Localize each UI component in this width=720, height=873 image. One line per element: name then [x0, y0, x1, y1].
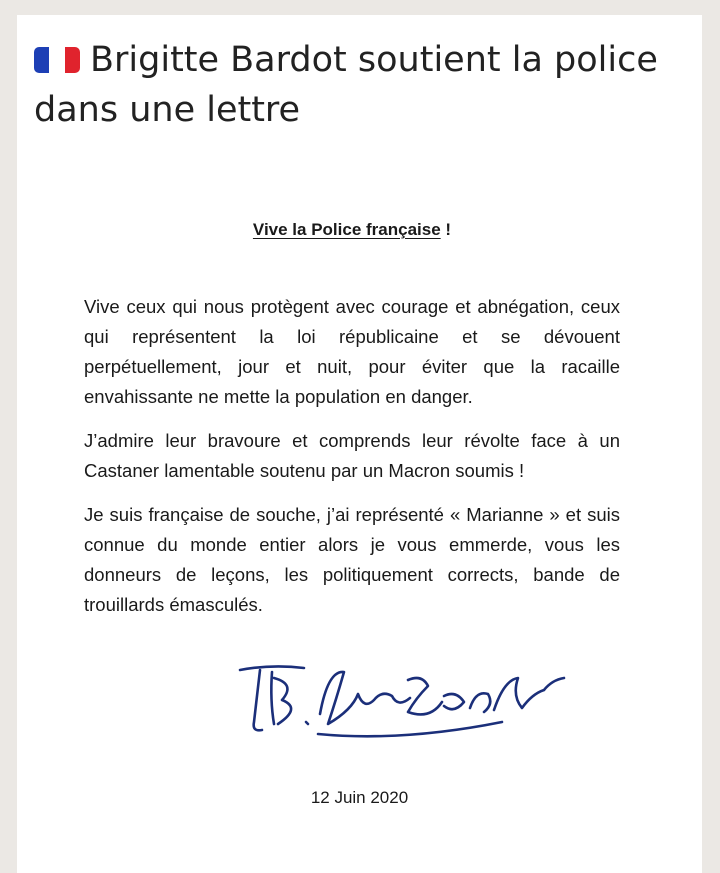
letter-paragraph-2: J’admire leur bravoure et comprends leur révolte face à un Castaner lamentable soutenu par un Macron soumis ! [84, 430, 620, 481]
french-flag-icon [34, 47, 80, 73]
post-headline [34, 35, 689, 135]
flag-stripe-white [49, 47, 64, 73]
letter-body [84, 220, 620, 634]
headline-text: Brigitte Bardot soutient la police dans une lettre [34, 40, 658, 130]
flag-stripe-blue [34, 47, 49, 73]
letter-title-text: Vive la Police française [252, 220, 441, 239]
letter-paragraph-3: Je suis française de souche, j’ai représenté « Marianne » et suis connue du monde entier alors je vous emmerde, vous les donneurs de leçons, les politiquement corrects, bande de trouillards émasculés. [84, 504, 620, 615]
letter-title-suffix: ! [440, 220, 452, 239]
letter-date: 12 Juin 2020 [310, 788, 409, 807]
letter-title [84, 220, 620, 240]
flag-stripe-red [65, 47, 80, 73]
handwritten-signature [232, 650, 577, 750]
letter-paragraph-1: Vive ceux qui nous protègent avec courage et abnégation, ceux qui représentent la loi républicaine et se dévouent perpétuellement, jour et nuit, pour éviter que la racaille envahissante ne mette la population en danger. [84, 296, 620, 407]
